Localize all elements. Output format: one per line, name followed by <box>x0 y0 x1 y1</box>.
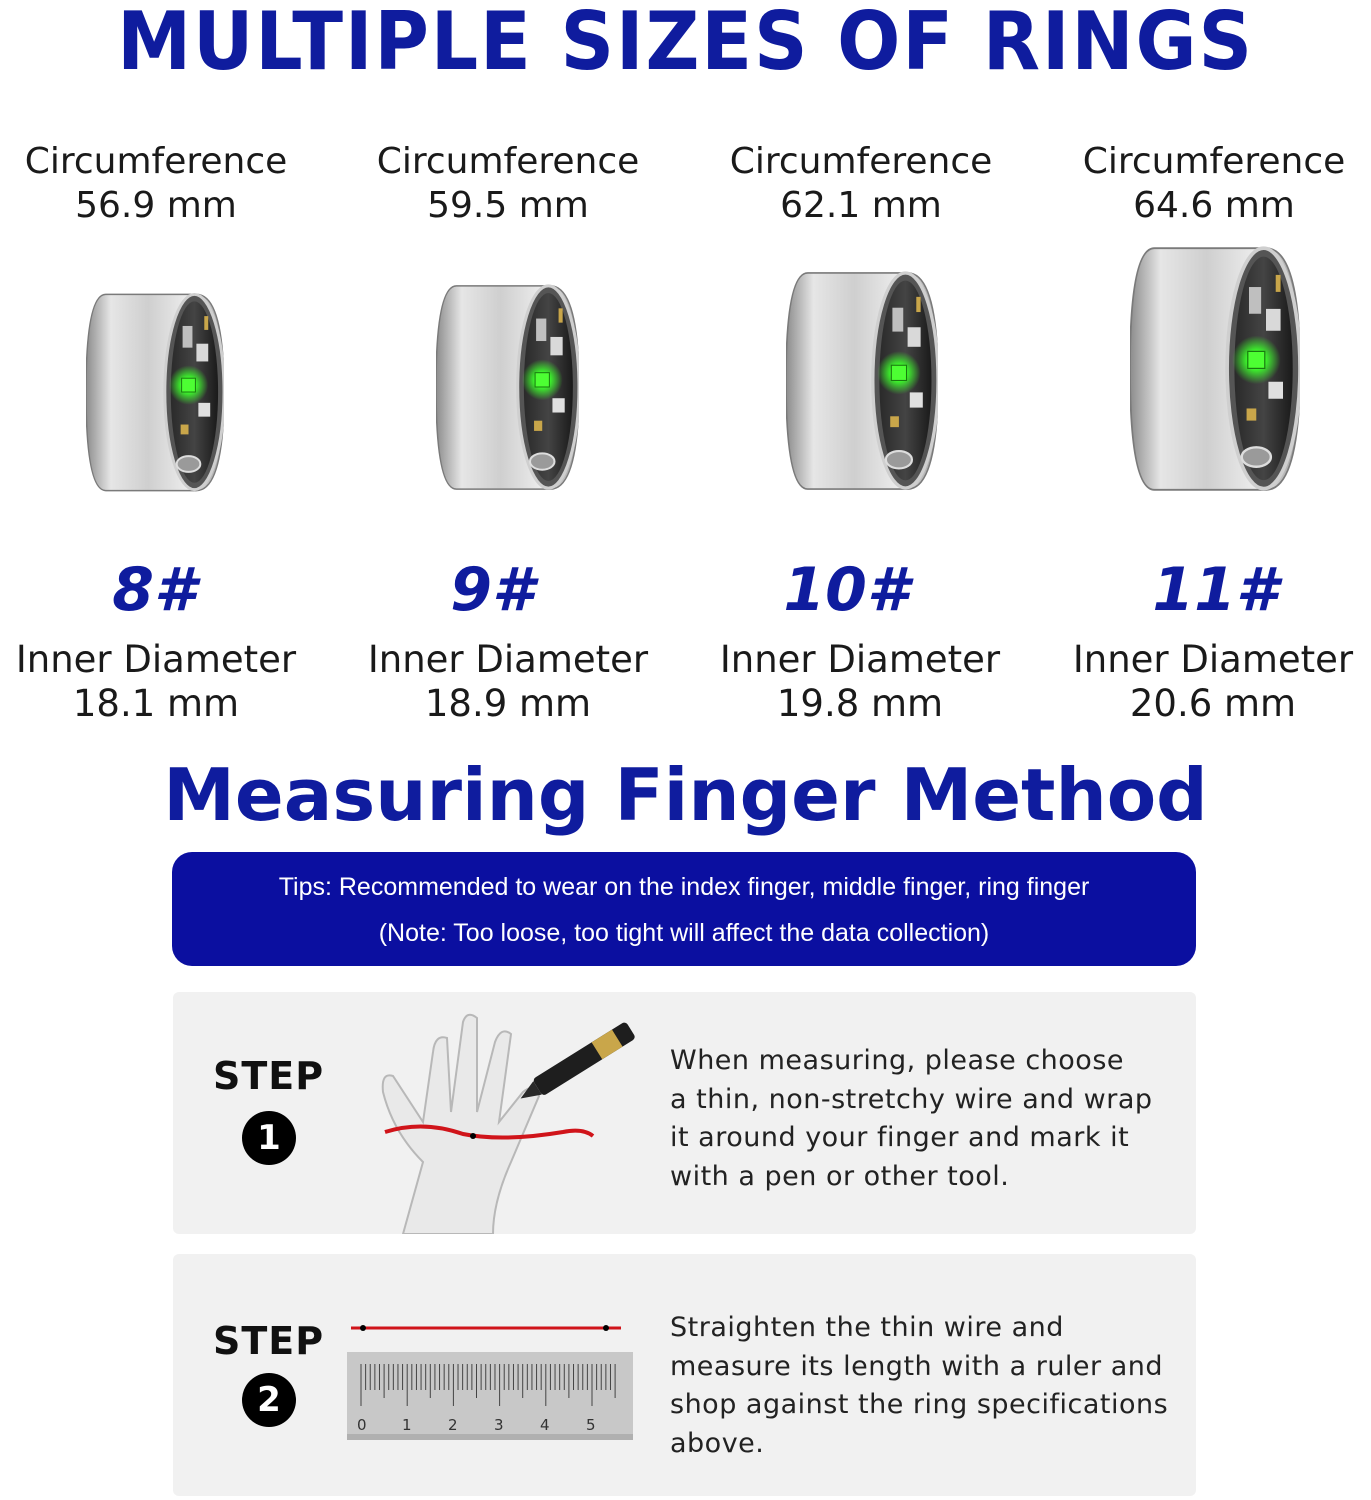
step-label: STEP <box>213 1054 325 1098</box>
step-text-line: When measuring, please choose <box>670 1045 1125 1076</box>
ruler-tick-label: 0 <box>357 1416 367 1434</box>
step-text-line: a thin, non-stretchy wire and wrap <box>670 1083 1153 1115</box>
inner-diameter-block <box>338 638 678 726</box>
ruler-tick-label: 2 <box>448 1416 458 1434</box>
step-text-line: above. <box>670 1427 765 1459</box>
circumference-label: Circumference <box>1082 141 1346 182</box>
inner-diameter-label: Inner Diameter <box>1072 638 1354 681</box>
circumference-label: Circumference <box>376 141 640 182</box>
inner-diameter-label: Inner Diameter <box>15 638 297 681</box>
inner-diameter-value: 20.6 mm <box>1129 682 1297 725</box>
step-text-line: it around your finger and mark it <box>670 1122 1130 1153</box>
circumference-value: 62.1 mm <box>780 185 942 226</box>
tips-banner <box>172 852 1196 966</box>
step-text-line: Straighten the thin wire and <box>670 1312 1064 1343</box>
wire-line <box>351 1324 633 1332</box>
note-line: (Note: Too loose, too tight will affect the data collection) <box>378 919 990 947</box>
circumference-block <box>0 140 326 228</box>
circumference-label: Circumference <box>24 141 288 182</box>
size-label: 9# <box>450 555 534 625</box>
ruler-icon <box>347 1352 633 1440</box>
inner-diameter-value: 18.1 mm <box>72 682 240 725</box>
inner-diameter-value: 18.9 mm <box>424 682 592 725</box>
ring-product-image <box>86 285 224 500</box>
hand-illustration <box>363 1012 643 1234</box>
step-label: STEP <box>213 1319 325 1363</box>
step-description <box>670 1042 1153 1196</box>
circumference-value: 64.6 mm <box>1133 185 1295 226</box>
ruler-tick-label: 3 <box>494 1416 504 1434</box>
circumference-label: Circumference <box>729 141 993 182</box>
size-label: 11# <box>1152 555 1278 625</box>
inner-diameter-block <box>690 638 1030 726</box>
circumference-value: 59.5 mm <box>427 185 589 226</box>
inner-diameter-block <box>1043 638 1371 726</box>
ring-product-image <box>786 262 938 500</box>
size-label: 8# <box>112 555 196 625</box>
step-number-badge: 1 <box>242 1111 296 1165</box>
size-label: 10# <box>783 555 909 625</box>
ruler-tick-label: 4 <box>540 1416 550 1434</box>
step-text-line: measure its length with a ruler and <box>670 1350 1164 1382</box>
inner-diameter-label: Inner Diameter <box>367 638 649 681</box>
tips-line: Tips: Recommended to wear on the index finger, middle finger, ring finger <box>278 873 1090 901</box>
section-title: Measuring Finger Method <box>163 753 1208 837</box>
step-2-panel <box>173 1254 1196 1496</box>
page-title: MULTIPLE SIZES OF RINGS <box>117 0 1254 88</box>
ring-product-image <box>436 275 579 500</box>
inner-diameter-label: Inner Diameter <box>719 638 1001 681</box>
circumference-value: 56.9 mm <box>75 185 237 226</box>
inner-diameter-block <box>0 638 326 726</box>
step-text-line: with a pen or other tool. <box>670 1160 1010 1192</box>
ruler-tick-label: 5 <box>586 1416 596 1434</box>
circumference-block <box>691 140 1031 228</box>
circumference-block <box>338 140 678 228</box>
step-number-badge: 2 <box>242 1373 296 1427</box>
inner-diameter-value: 19.8 mm <box>776 682 944 725</box>
circumference-block <box>1044 140 1371 228</box>
ring-product-image <box>1130 238 1300 500</box>
step-description <box>670 1309 1168 1463</box>
step-text-line: shop against the ring specifications <box>670 1389 1169 1420</box>
step-1-panel <box>173 992 1196 1234</box>
ruler-tick-label: 1 <box>402 1416 412 1434</box>
